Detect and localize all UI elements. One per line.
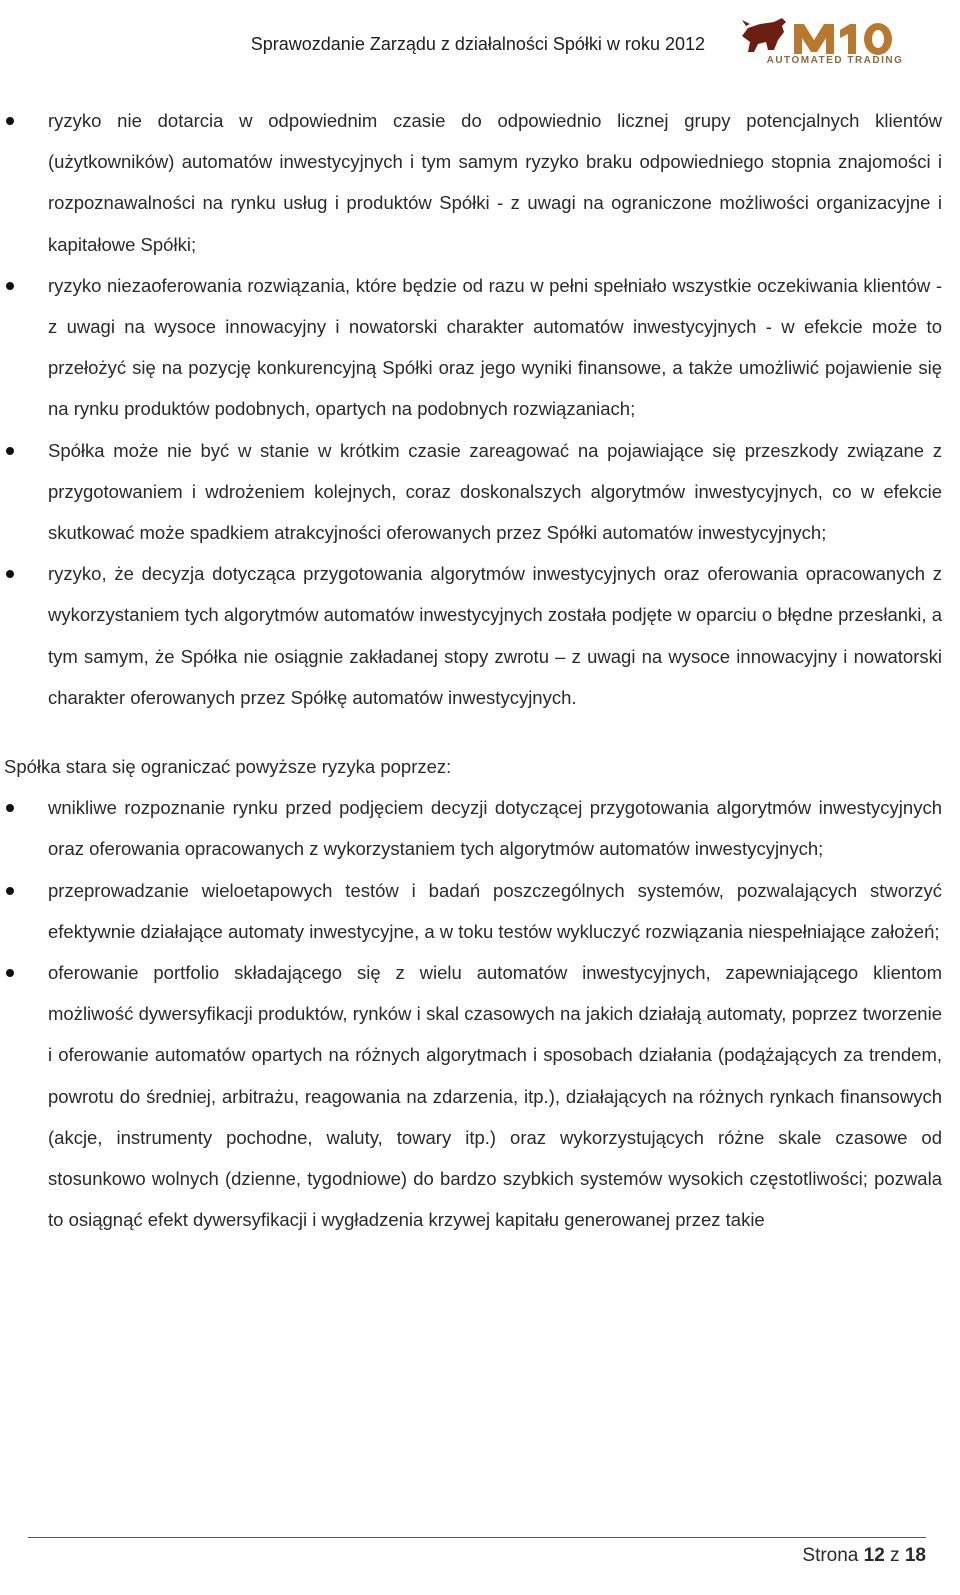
list-item-text: Spółka może nie być w stanie w krótkim czasie zareagować na pojawiające się przeszkody związane z przygotowaniem i wdrożeniem kolejnych, coraz doskonalszych algorytmów inwestycyjnych, co w efekcie skutkować może spadkiem atrakcyjności oferowanych przez Spółki automatów inwestycyjnych; [48,439,942,544]
bullet-icon [6,887,14,895]
list-item [0,430,942,554]
list-item [0,265,942,430]
list-item [0,787,942,869]
bullet-icon [6,282,14,290]
document-body [0,100,942,1240]
bullet-icon [6,447,14,455]
list-item-text: oferowanie portfolio składającego się z wielu automatów inwestycyjnych, zapewniającego klientom możliwość dywersyfikacji produktów, rynków i skal czasowych na jakich działają automaty, poprzez tworzenie i oferowanie automatów opartych na różnych algorytmach i sposobach działania (podążających za trendem, powrotu do średniej, arbitrażu, reagowania na zdarzenia, itp.), działających na różnych rynkach finansowych (akcje, instrumenty pochodne, waluty, towary itp.) oraz wykorzystujących różne skale czasowe od stosunkowo wolnych (dzienne, tygodniowe) do bardzo szybkich systemów wysokich częstotliwości; pozwala to osiągnąć efekt dywersyfikacji i wygładzenia krzywej kapitału generowanej przez takie [48,962,942,1231]
page-prefix: Strona [802,1545,859,1566]
mitigation-list [0,787,942,1240]
list-item [0,870,942,952]
list-item-text: ryzyko, że decyzja dotycząca przygotowania algorytmów inwestycyjnych oraz oferowania opracowanych z wykorzystaniem tych algorytmów automatów inwestycyjnych została podjęte w oparciu o błędne przesłanki, a tym samym, że Spółka nie osiągnie zakładanej stopy zwrotu – z uwagi na wysoce innowacyjny i nowatorski charakter oferowanych przez Spółkę automatów inwestycyjnych. [48,563,942,708]
list-item-text: przeprowadzanie wieloetapowych testów i badań poszczególnych systemów, pozwalających stworzyć efektywnie działające automaty inwestycyjne, a w toku testów wykluczyć rozwiązania niespełniające założeń; [48,879,942,942]
bullet-icon [6,969,14,977]
list-item-text: ryzyko nie dotarcia w odpowiednim czasie do odpowiednio licznej grupy potencjalnych klientów (użytkowników) automatów inwestycyjnych i tym samym ryzyko braku odpowiedniego stopnia znajomości i rozpoznawalności na rynku usług i produktów Spółki - z uwagi na ograniczone możliwości organizacyjne i kapitałowe Spółki; [48,110,942,255]
risk-list [0,100,942,718]
bullet-icon [6,570,14,578]
page-number [0,1545,926,1567]
list-item [0,553,942,718]
list-item-text: wnikliwe rozpoznanie rynku przed podjęciem decyzji dotyczącej przygotowania algorytmów inwestycyjnych oraz oferowania opracowanych z wykorzystaniem tych algorytmów automatów inwestycyjnych; [48,797,942,860]
mitigation-intro: Spółka stara się ograniczać powyższe ryzyka poprzez: [4,756,452,778]
list-item [0,952,942,1240]
list-item-text: ryzyko niezaoferowania rozwiązania, które będzie od razu w pełni spełniało wszystkie oczekiwania klientów - z uwagi na wysoce innowacyjny i nowatorski charakter automatów inwestycyjnych - w efekcie może to przełożyć się na pozycję konkurencyjną Spółki oraz jego wyniki finansowe, a także umożliwić pojawienie się na rynku produktów podobnych, opartych na podobnych rozwiązaniach; [48,274,942,420]
page-current: 12 [863,1545,885,1566]
page-total: 18 [904,1545,926,1566]
report-title: Sprawozdanie Zarządu z działalności Spółki w roku 2012 [250,34,705,54]
page-separator: z [890,1545,900,1566]
list-item [0,100,942,265]
bullet-icon [6,804,14,812]
footer-divider [28,1537,926,1538]
logo-subtitle: AUTOMATED TRADING [766,55,904,66]
bullet-icon [6,117,14,125]
